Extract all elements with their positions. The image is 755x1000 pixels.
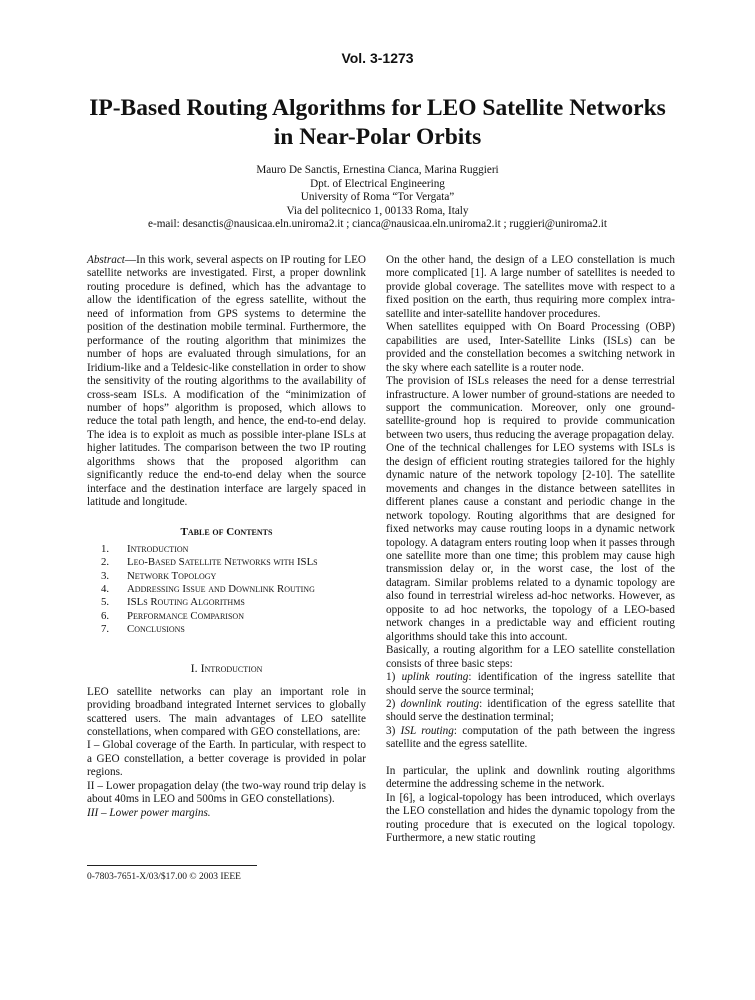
- toc-heading: Table of Contents: [180, 525, 273, 538]
- copyright-notice: 0-7803-7651-X/03/$17.00 © 2003 IEEE: [87, 872, 241, 882]
- advantage-number: III: [87, 806, 99, 819]
- department: Dpt. of Electrical Engineering: [310, 177, 445, 190]
- step-description: : identification of the egress satellite that should serve the destination terminal;: [386, 697, 675, 724]
- step-term: ISL routing: [400, 724, 454, 737]
- email-line: e-mail: desanctis@nausicaa.eln.uniroma2.it ; cianca@nausicaa.eln.uniroma2.it ; ruggieri@uniroma2.it: [148, 218, 607, 231]
- routing-step: [386, 671, 675, 698]
- step-term: uplink routing: [401, 671, 469, 684]
- toc-num: 4.: [101, 582, 110, 595]
- toc-num: 3.: [101, 569, 110, 582]
- step-term: downlink routing: [400, 697, 480, 710]
- routing-step: [386, 698, 675, 725]
- routing-step: [386, 725, 675, 752]
- left-column: [87, 254, 366, 820]
- step-number: 1): [386, 671, 402, 684]
- toc-num: 5.: [101, 596, 110, 609]
- intro-advantage-3: [87, 807, 366, 820]
- footnote-divider: [87, 865, 257, 866]
- table-of-contents: [87, 543, 366, 636]
- toc-num: 6.: [101, 609, 110, 622]
- toc-label: Addressing Issue and Downlink Routing: [127, 582, 315, 595]
- step-description: : computation of the path between the ingress satellite and the egress satellite.: [386, 724, 675, 751]
- intro-paragraph: LEO satellite networks can play an important role in providing broadband integrated Internet services to globally scattered users. The main advantages of LEO satellite constellations, when compared with GEO constellations, are:: [87, 685, 366, 738]
- toc-label: Leo-Based Satellite Networks with ISLs: [127, 556, 318, 569]
- abstract: [87, 254, 366, 510]
- toc-item: [101, 596, 366, 609]
- body-paragraph: In [6], a logical-topology has been introduced, which overlays the LEO constellation and hides the dynamic topology from the routing procedure that is executed on the logical topology. Furthermore, a new static routing: [386, 791, 675, 845]
- toc-num: 7.: [101, 622, 110, 635]
- toc-item: [101, 610, 366, 623]
- abstract-text: —In this work, several aspects on IP routing for LEO satellite networks are investigated. First, a proper downlink routing procedure is defined, which has the advantage to allow the identification of the egress satellite, without the need of information from GPS systems to determine the position of the destination mobile terminal. Furthermore, the performance of the routing algorithm that minimizes the number of hops are evaluated through simulations, for an Iridium-like and a Teldesic-like constellation in order to show the sensitivity of the routing algorithms to the availability of cross-seam ISLs. A modification of the “minimization of number of hops” algorithm is proposed, which allows to reduce the total path length, and hence, the end-to-end delay. The idea is to exploit as much as possible inter-plane ISLs at higher latitudes. The comparison between the two IP routing algorithms shows that the proposed algorithm can significantly reduce the end-to-end delay when the source interface and the destination interface are largely spaced in latitude and longitude.: [87, 254, 366, 509]
- toc-item: [101, 623, 366, 636]
- body-paragraph: On the other hand, the design of a LEO constellation is much more complicated [1]. A large number of satellites is needed to provide global coverage. The satellites move with respect to a fixed position on the earth, thus requiring more complex intra-satellite and inter-satellite handover procedures.: [386, 254, 675, 320]
- intro-advantage-1: I – Global coverage of the Earth. In particular, with respect to a GEO constellation, a better coverage is provided in polar regions.: [87, 739, 366, 779]
- advantage-text: – Lower power margins.: [98, 806, 211, 819]
- body-paragraph: The provision of ISLs releases the need for a dense terrestrial infrastructure. A lower number of ground-stations are needed to support the communication. Moreover, only one ground-satellite-ground hop is required to provide communication between two users, thus reducing the average propagation delay.: [386, 375, 675, 441]
- toc-label: Conclusions: [127, 622, 185, 635]
- toc-item: [101, 556, 366, 569]
- author-names: Mauro De Sanctis, Ernestina Cianca, Marina Ruggieri: [256, 164, 499, 176]
- body-paragraph: When satellites equipped with On Board Processing (OBP) capabilities are used, Inter-Satellite Links (ISLs) can be provided and the constellation becomes a switching network in the sky where each satellite is a router node.: [386, 321, 675, 374]
- address: Via del politecnico 1, 00133 Roma, Italy: [286, 204, 469, 217]
- toc-label: Performance Comparison: [127, 609, 244, 622]
- intro-advantage-2: II – Lower propagation delay (the two-way round trip delay is about 40ms in LEO and 500ms in GEO constellations).: [87, 779, 366, 806]
- section-heading-introduction: I. Introduction: [190, 661, 263, 676]
- title-line-2: in Near-Polar Orbits: [273, 124, 482, 150]
- toc-label: Introduction: [127, 543, 189, 556]
- volume-page-number: Vol. 3-1273: [341, 50, 414, 66]
- toc-num: 1.: [101, 543, 110, 556]
- abstract-label: Abstract: [87, 254, 125, 266]
- toc-label: Network Topology: [127, 569, 217, 582]
- body-paragraph: Basically, a routing algorithm for a LEO satellite constellation consists of three basic steps:: [386, 644, 675, 670]
- toc-item: [101, 543, 366, 556]
- body-paragraph: One of the technical challenges for LEO systems with ISLs is the design of efficient routing strategies tailored for the highly dynamic nature of the network topology [2-10]. The satellite movements and changes in the distance between satellites in different planes cause a constant and periodic change in the network topology. Routing algorithms that are designed for fixed networks may cause routing loops in a dynamic network topology. A datagram enters routing loop when it passes through one satellite more than one time; this problem may cause high transmission delay or, in the worst case, the lost of the datagram. Similar problems related to a dynamic topology are also found in terrestrial wireless ad-hoc networks. However, as opposite to ad hoc networks, the topology of a LEO-based network changes in a predictable way and efficient routing algorithms should take this into account.: [386, 442, 675, 643]
- right-column: [386, 254, 675, 845]
- toc-num: 2.: [101, 556, 110, 569]
- paper-title: [0, 94, 755, 152]
- title-line-1: IP-Based Routing Algorithms for LEO Satellite Networks: [89, 95, 666, 121]
- paragraph-gap: [386, 752, 675, 765]
- toc-label: ISLs Routing Algorithms: [127, 596, 245, 609]
- author-block: [0, 164, 755, 232]
- step-number: 3): [386, 724, 401, 737]
- toc-item: [101, 583, 366, 596]
- body-paragraph: In particular, the uplink and downlink routing algorithms determine the addressing scheme in the network.: [386, 764, 675, 791]
- step-description: : identification of the ingress satellite that should serve the source terminal;: [386, 671, 675, 697]
- university: University of Roma “Tor Vergata”: [300, 191, 455, 204]
- toc-item: [101, 570, 366, 583]
- step-number: 2): [386, 697, 401, 710]
